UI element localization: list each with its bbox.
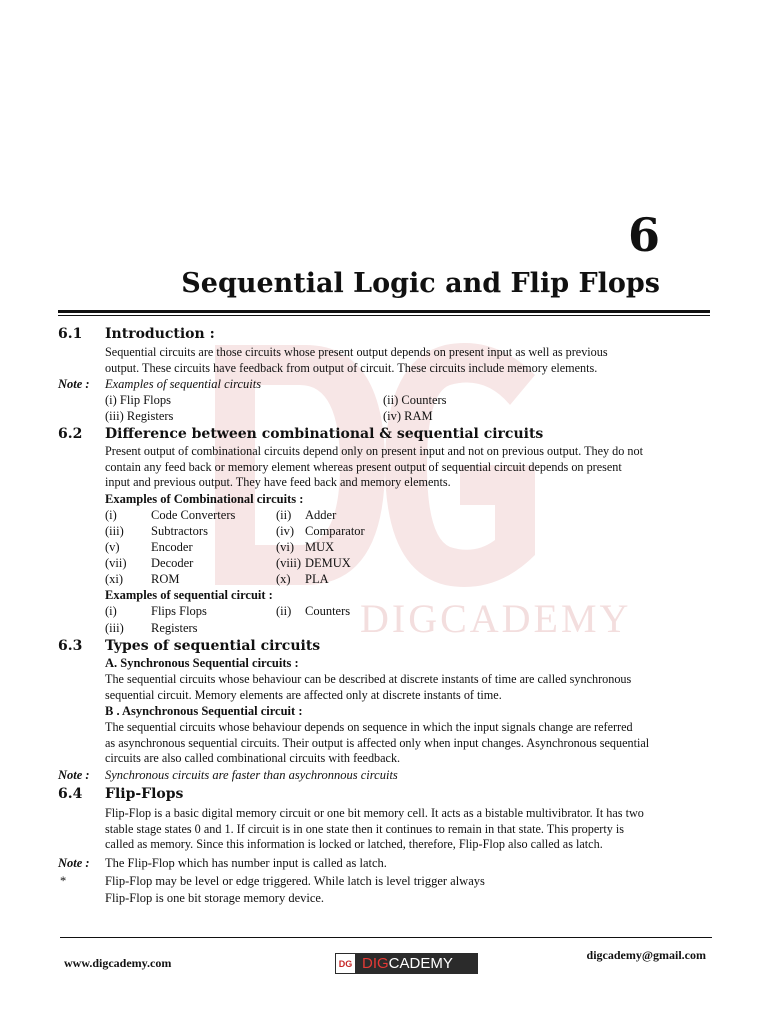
- paragraph-line: output. These circuits have feedback from output of circuit. These circuits include memory elements.: [105, 360, 598, 375]
- paragraph: [105, 720, 709, 767]
- section-title: Flip-Flops: [105, 786, 184, 802]
- section-title: Difference between combinational & sequential circuits: [105, 426, 544, 442]
- logo-text-dig: DIG: [362, 955, 389, 972]
- paragraph-line: circuits are also called combinational circuits with feedback.: [105, 751, 401, 766]
- note-label: Note :: [58, 856, 90, 870]
- bullet-text: Flip-Flop is one bit storage memory device.: [105, 891, 325, 905]
- paragraph-line: input and previous output. They have feed back and memory elements.: [105, 475, 451, 490]
- title-rule-thin: [58, 315, 710, 316]
- footer-logo: [335, 953, 478, 974]
- list-item: Comparator: [305, 524, 365, 538]
- note-text: Synchronous circuits are faster than asychronnous circuits: [105, 768, 398, 782]
- subheading: A. Synchronous Sequential circuits :: [105, 656, 299, 670]
- list-item: Registers: [151, 621, 198, 635]
- subheading: Examples of sequential circuit :: [105, 588, 273, 602]
- list-item: (ii) Counters: [383, 393, 447, 407]
- list-number: (iii): [105, 621, 124, 635]
- logo-text-cademy: CADEMY: [388, 955, 453, 972]
- list-item: (iii) Registers: [105, 409, 174, 423]
- logo-mark-icon: DG: [335, 953, 356, 974]
- paragraph-line: The sequential circuits whose behaviour depends on sequence in which the input signals change are referred: [105, 720, 633, 734]
- chapter-number: 6: [627, 208, 660, 262]
- list-item: MUX: [305, 540, 335, 554]
- paragraph-line: Sequential circuits are those circuits whose present output depends on present input as well as previous: [105, 345, 608, 359]
- list-number: (ii): [276, 604, 292, 618]
- paragraph-line: Present output of combinational circuits depend only on present input and not on previous output. They do not: [105, 444, 643, 458]
- list-item: DEMUX: [305, 556, 351, 570]
- paragraph-line: sequential circuit. Memory elements are affected only at discrete instants of time.: [105, 687, 502, 702]
- list-number: (i): [105, 604, 117, 618]
- note-label: Note :: [58, 377, 90, 391]
- section-number: 6.3: [58, 638, 83, 654]
- paragraph: [105, 444, 709, 491]
- section-number: 6.1: [58, 326, 83, 342]
- paragraph: [105, 672, 709, 703]
- footer-website: www.digcademy.com: [64, 956, 172, 970]
- section-title: Introduction :: [105, 326, 215, 342]
- note-text: The Flip-Flop which has number input is called as latch.: [105, 856, 387, 870]
- paragraph-line: stable stage states 0 and 1. If circuit is in one state then it continues to remain in that state. This property is: [105, 821, 624, 836]
- list-item: Encoder: [151, 540, 193, 554]
- title-rule-thick: [58, 310, 710, 313]
- list-number: (x): [276, 572, 291, 586]
- list-item: PLA: [305, 572, 329, 586]
- list-number: (xi): [105, 572, 124, 586]
- list-item: Adder: [305, 508, 337, 522]
- note-label: Note :: [58, 768, 90, 782]
- bullet-star: *: [60, 874, 67, 888]
- list-item: Code Converters: [151, 508, 236, 522]
- list-number: (viii): [276, 556, 301, 570]
- section-title: Types of sequential circuits: [105, 638, 321, 654]
- note-text: Examples of sequential circuits: [105, 377, 262, 391]
- footer-rule: [60, 937, 712, 938]
- list-item: ROM: [151, 572, 180, 586]
- list-item: Subtractors: [151, 524, 208, 538]
- watermark-text: DIGCADEMY: [360, 596, 632, 641]
- subheading: Examples of Combinational circuits :: [105, 492, 304, 506]
- list-item: Counters: [305, 604, 351, 618]
- list-item: (iv) RAM: [383, 409, 433, 423]
- subheading: B . Asynchronous Sequential circuit :: [105, 704, 303, 718]
- paragraph-line: called as memory. Since this information is locked or latched, therefore, Flip-Flop also called as latch.: [105, 837, 603, 852]
- paragraph-line: The sequential circuits whose behaviour can be described at discrete instants of time are called synchronous: [105, 672, 632, 686]
- paragraph-line: contain any feed back or memory element whereas present output of sequential circuit depends on present: [105, 459, 622, 474]
- paragraph: [105, 806, 709, 853]
- section-number: 6.2: [58, 426, 83, 442]
- list-item: Decoder: [151, 556, 194, 570]
- list-number: (v): [105, 540, 120, 554]
- list-item: (i) Flip Flops: [105, 393, 171, 407]
- paragraph-line: as asynchronous sequential circuits. Their output is affected only when input changes. Asynchronous sequential: [105, 735, 650, 750]
- list-number: (iii): [105, 524, 124, 538]
- list-number: (i): [105, 508, 117, 522]
- paragraph-line: Flip-Flop is a basic digital memory circuit or one bit memory cell. It acts as a bistable multivibrator. It has two: [105, 806, 644, 820]
- footer-email: digcademy@gmail.com: [586, 948, 706, 962]
- list-number: (iv): [276, 524, 295, 538]
- list-number: (ii): [276, 508, 292, 522]
- list-number: (vii): [105, 556, 127, 570]
- section-number: 6.4: [58, 786, 83, 802]
- list-number: (vi): [276, 540, 295, 554]
- paragraph: [105, 345, 709, 376]
- list-item: Flips Flops: [151, 604, 207, 618]
- bullet-text: Flip-Flop may be level or edge triggered. While latch is level trigger always: [105, 874, 485, 888]
- chapter-title: Sequential Logic and Flip Flops: [181, 268, 660, 299]
